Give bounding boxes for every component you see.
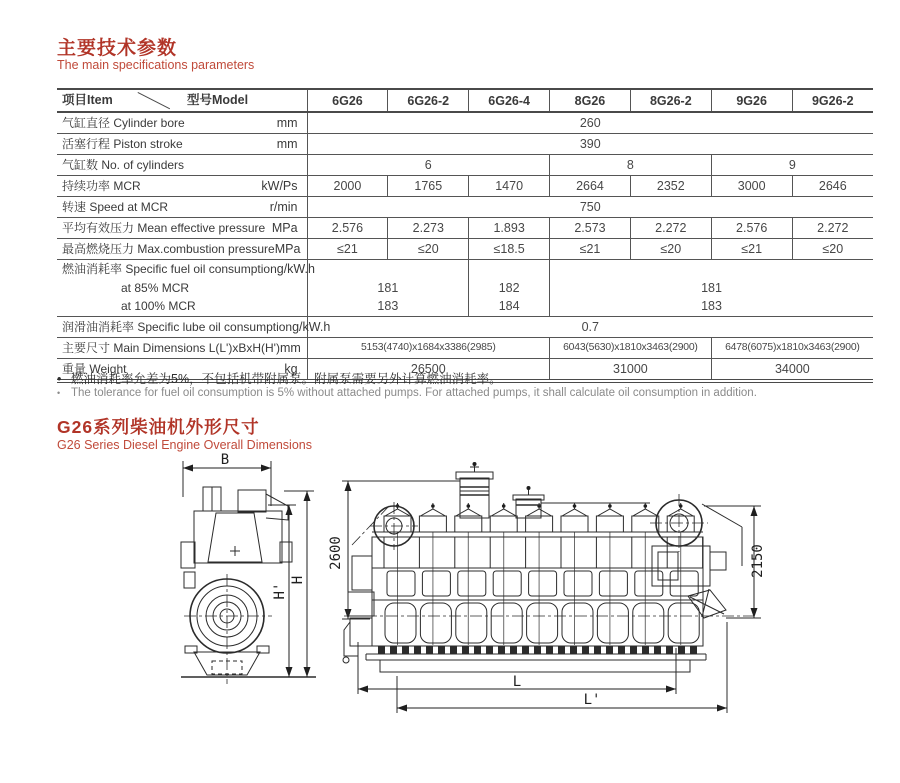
- head-bolt-dot: [431, 504, 435, 508]
- value-cell: [550, 260, 873, 317]
- row-unit: g/kW.h: [276, 262, 315, 276]
- dim-label-2600: 2600: [328, 536, 344, 570]
- model-header: 8G26: [550, 89, 631, 112]
- dim-label-2150: 2150: [750, 544, 766, 578]
- dim-label-H: H: [290, 575, 306, 585]
- row-label: 润滑油消耗率 Specific lube oil consumption: [62, 319, 293, 334]
- row-label-cell: [57, 134, 307, 155]
- table-row: [57, 112, 873, 134]
- row-label: 平均有效压力 Mean effective pressure: [62, 221, 266, 235]
- model-header: 9G26: [711, 89, 792, 112]
- mid-panel: [599, 571, 627, 596]
- value-cell: ≤21: [711, 239, 792, 260]
- value-cell: 26500: [307, 358, 550, 381]
- value-cell: 2664: [550, 176, 631, 197]
- row-label-cell: [57, 197, 307, 218]
- row-label-cell: [57, 239, 307, 260]
- footnote-en-text: The tolerance for fuel oil consumption is 5% without attached pumps. For attached pumps, it shall calculate oil consumption in addition.: [71, 387, 757, 399]
- row-sublabel: at 100% MCR: [121, 299, 196, 314]
- row-unit: mm: [279, 340, 301, 355]
- value-cell: 6478(6075)x1810x3463(2900): [711, 337, 873, 358]
- row-label-cell: [57, 218, 307, 239]
- footnote-en: [57, 387, 757, 399]
- mid-panel: [564, 571, 592, 596]
- model-header: 9G26-2: [792, 89, 873, 112]
- value-line: 181: [701, 280, 722, 295]
- row-label: 最高燃烧压力 Max.combustion pressure: [62, 242, 275, 256]
- value-cell: 2352: [630, 176, 711, 197]
- row-label: 主要尺寸 Main Dimensions L(L')xBxH(H'): [62, 340, 280, 355]
- row-label: 活塞行程 Piston stroke: [62, 137, 183, 151]
- value-cell: 6043(5630)x1810x3463(2900): [550, 337, 712, 358]
- row-unit: r/min: [269, 200, 298, 214]
- table-row: [57, 218, 873, 239]
- table-row: [57, 316, 873, 337]
- table-row: [57, 197, 873, 218]
- value-cell: ≤20: [792, 239, 873, 260]
- row-unit: mm: [276, 137, 298, 151]
- row-unit: kg: [284, 361, 298, 376]
- row-label-cell: [57, 176, 307, 197]
- cylinder-head: [490, 516, 517, 532]
- value-cell: 9: [711, 155, 873, 176]
- crankcase-door: [668, 603, 699, 643]
- engine-side-view: [328, 462, 766, 713]
- mid-panel: [635, 571, 663, 596]
- section2-subtitle: G26 Series Diesel Engine Overall Dimensions: [57, 438, 312, 452]
- cylinder-head: [596, 516, 623, 532]
- value-cell: 5153(4740)x1684x3386(2985): [307, 337, 550, 358]
- crankcase-door: [385, 603, 416, 643]
- row-label-cell: [57, 316, 331, 337]
- corner-diagonal-line: [138, 92, 171, 109]
- value-line: 184: [498, 299, 520, 314]
- spec-table: [57, 88, 873, 383]
- value-cell: 2646: [792, 176, 873, 197]
- row-label: 气缸直径 Cylinder bore: [62, 116, 185, 130]
- section2-title: G26系列柴油机外形尺寸: [57, 417, 260, 437]
- value-cell: ≤21: [307, 239, 388, 260]
- engine-dimension-drawing: [160, 452, 800, 783]
- crankcase-door: [633, 603, 664, 643]
- row-label: 气缸数 No. of cylinders: [62, 158, 185, 172]
- value-cell: 2.576: [711, 218, 792, 239]
- value-cell: 2.573: [550, 218, 631, 239]
- head-cap: [527, 509, 552, 516]
- value-cell: 34000: [711, 358, 873, 381]
- dim-label-L-prime: L': [583, 692, 601, 708]
- model-header: 6G26-2: [388, 89, 469, 112]
- value-cell: 2.576: [307, 218, 388, 239]
- model-header: 8G26-2: [630, 89, 711, 112]
- mid-panel: [493, 571, 521, 596]
- value-cell: 1470: [469, 176, 550, 197]
- crankcase-door: [562, 603, 593, 643]
- mid-panel: [670, 571, 698, 596]
- row-sublabel: at 85% MCR: [121, 280, 190, 295]
- value-cell: 260: [307, 112, 873, 134]
- row-label-cell: [57, 112, 307, 134]
- engine-front-view: [181, 452, 316, 684]
- bullet-icon: •: [57, 388, 61, 398]
- value-cell: 1.893: [469, 218, 550, 239]
- head-bolt-dot: [467, 504, 471, 508]
- value-cell: ≤20: [388, 239, 469, 260]
- crankcase-door: [420, 603, 451, 643]
- value-cell: 2000: [307, 176, 388, 197]
- head-bolt-dot: [573, 504, 577, 508]
- row-unit: [298, 155, 307, 175]
- value-cell: ≤20: [630, 239, 711, 260]
- value-cell: ≤18.5: [469, 239, 550, 260]
- head-bolt-dot: [644, 504, 648, 508]
- row-label: 持续功率 MCR: [62, 179, 141, 193]
- row-unit: kW/Ps: [261, 179, 298, 193]
- value-cell: [307, 260, 469, 317]
- mid-panel: [529, 571, 557, 596]
- row-unit: MPa: [274, 242, 301, 256]
- bullet-icon: •: [57, 372, 62, 386]
- head-cap: [491, 509, 516, 516]
- dim-label-L: L: [512, 674, 522, 690]
- model-header-row: [57, 89, 873, 112]
- head-cap: [420, 509, 445, 516]
- table-row: [57, 176, 873, 197]
- value-cell: 8: [550, 155, 712, 176]
- crankcase-door: [456, 603, 487, 643]
- mid-panel: [458, 571, 486, 596]
- mid-panel: [387, 571, 415, 596]
- table-row: [57, 260, 873, 317]
- row-label: 燃油消耗率 Specific fuel oil consumption: [62, 262, 277, 276]
- table-row: [57, 337, 873, 358]
- dim-label-B: B: [220, 452, 230, 468]
- cylinder-head: [632, 516, 659, 532]
- corner-model-label: 型号Model: [187, 93, 249, 107]
- value-cell: 750: [307, 197, 873, 218]
- head-bolt-dot: [679, 504, 683, 508]
- corner-item-label: 项目Item: [62, 93, 113, 107]
- head-cap: [562, 509, 587, 516]
- table-row: [57, 239, 873, 260]
- cylinder-head: [561, 516, 588, 532]
- footnote-zh-text: 燃油消耗率允差为5%，不包括机带附属泵。附属泵需要另外计算燃油消耗率。: [71, 372, 502, 386]
- row-unit: mm: [276, 116, 298, 130]
- value-cell: 2.272: [792, 218, 873, 239]
- model-header: 6G26: [307, 89, 388, 112]
- row-label: 转速 Speed at MCR: [62, 200, 169, 214]
- value-cell: 2.273: [388, 218, 469, 239]
- footnote-zh: [57, 369, 502, 387]
- value-line: 183: [701, 299, 722, 314]
- value-line: 182: [498, 280, 520, 295]
- head-cap: [633, 509, 658, 516]
- head-cap: [597, 509, 622, 516]
- mid-panel: [422, 571, 450, 596]
- section1-subtitle: The main specifications parameters: [57, 58, 255, 72]
- table-corner-cell: [57, 89, 307, 112]
- value-cell: 2.272: [630, 218, 711, 239]
- crankcase-door: [491, 603, 522, 643]
- row-label: 重量 Weight: [62, 361, 127, 376]
- row-label-cell: [57, 337, 307, 358]
- head-cap: [668, 509, 693, 516]
- value-cell: 3000: [711, 176, 792, 197]
- crankcase-door: [597, 603, 628, 643]
- table-row: [57, 155, 873, 176]
- table-row: [57, 134, 873, 155]
- head-bolt-dot: [608, 504, 612, 508]
- value-cell: 0.7: [307, 316, 873, 337]
- row-label-cell: [57, 260, 315, 317]
- row-unit: MPa: [271, 221, 298, 235]
- model-header: 6G26-4: [469, 89, 550, 112]
- value-cell: 390: [307, 134, 873, 155]
- dim-label-H-prime: H': [272, 582, 288, 600]
- value-cell: 6: [307, 155, 550, 176]
- value-cell: 1765: [388, 176, 469, 197]
- value-cell: [469, 260, 550, 317]
- head-bolt-dot: [502, 504, 506, 508]
- value-cell: ≤21: [550, 239, 631, 260]
- cylinder-head: [419, 516, 446, 532]
- value-line: 183: [377, 299, 399, 314]
- value-line: 181: [377, 280, 399, 295]
- value-cell: 31000: [550, 358, 712, 381]
- row-unit: g/kW.h: [292, 319, 331, 334]
- crankcase-door: [527, 603, 558, 643]
- section1-title: 主要技术参数: [57, 38, 178, 59]
- row-label-cell: [57, 155, 307, 176]
